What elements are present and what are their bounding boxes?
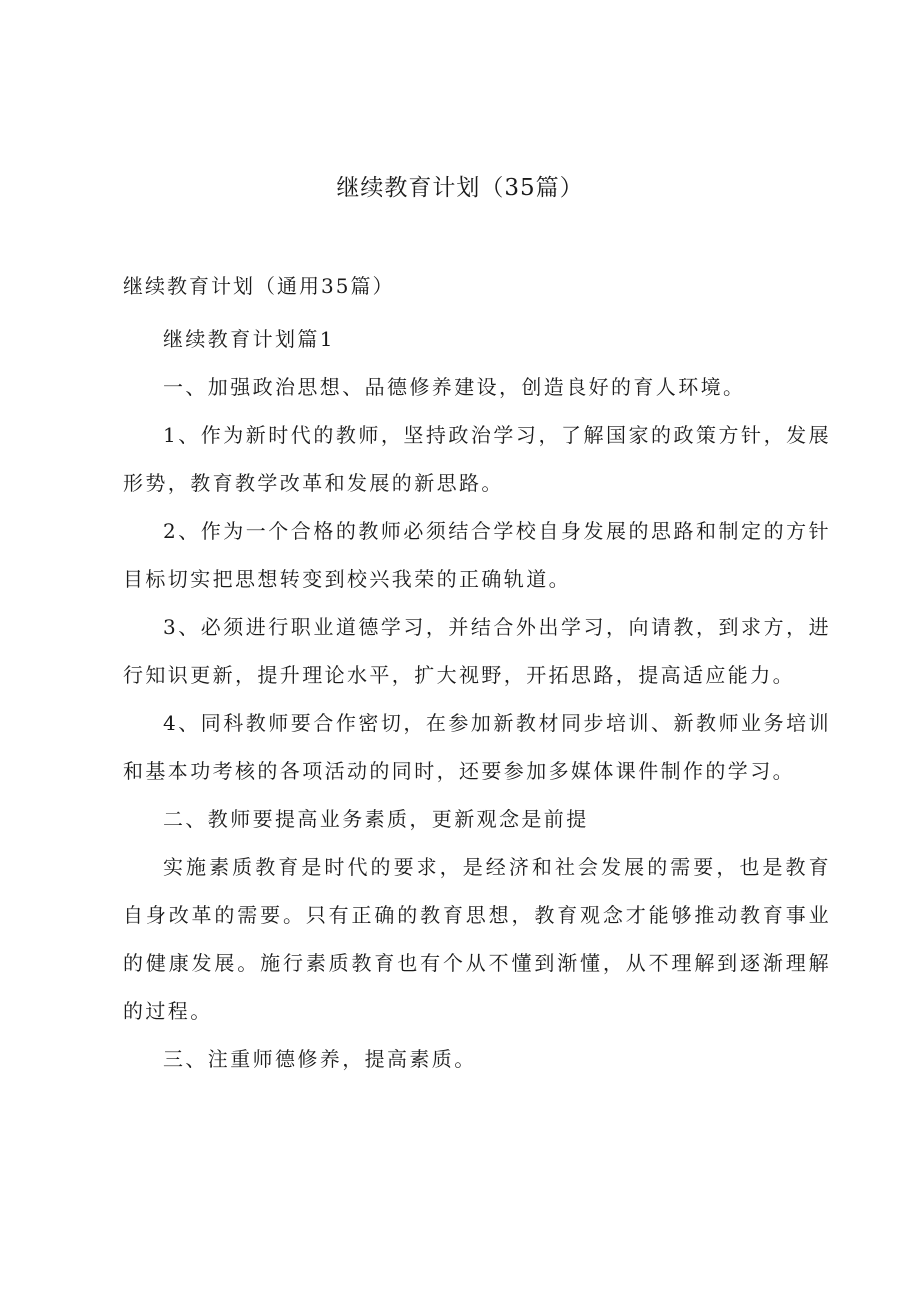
document-title: 继续教育计划（35篇）: [336, 175, 584, 201]
document-subtitle: 继续教育计划（通用35篇）: [123, 274, 395, 298]
paragraph: 1、作为新时代的教师，坚持政治学习，了解国家的政策方针，发展形势，教育教学改革和发展的新思路。: [123, 423, 831, 495]
paragraph: 4、同科教师要合作密切，在参加新教材同步培训、新教师业务培训和基本功考核的各项活动的同时，还要参加多媒体课件制作的学习。: [123, 711, 831, 783]
paragraph: 一、加强政治思想、品德修养建设，创造良好的育人环境。: [163, 375, 746, 399]
paragraph: 2、作为一个合格的教师必须结合学校自身发展的思路和制定的方针目标切实把思想转变到校兴我荣的正确轨道。: [123, 519, 831, 591]
paragraph: 3、必须进行职业道德学习，并结合外出学习，向请教，到求方，进行知识更新，提升理论水平，扩大视野，开拓思路，提高适应能力。: [123, 615, 831, 687]
document-body: [123, 315, 831, 1083]
section-heading: 继续教育计划篇1: [163, 327, 335, 351]
paragraph: 三、注重师德修养，提高素质。: [163, 1047, 477, 1071]
paragraph: 实施素质教育是时代的要求，是经济和社会发展的需要，也是教育自身改革的需要。只有正确的教育思想，教育观念才能够推动教育事业的健康发展。施行素质教育也有个从不懂到渐懂，从不理解到逐渐理解的过程。: [123, 855, 831, 1023]
paragraph: 二、教师要提高业务素质，更新观念是前提: [163, 807, 589, 831]
